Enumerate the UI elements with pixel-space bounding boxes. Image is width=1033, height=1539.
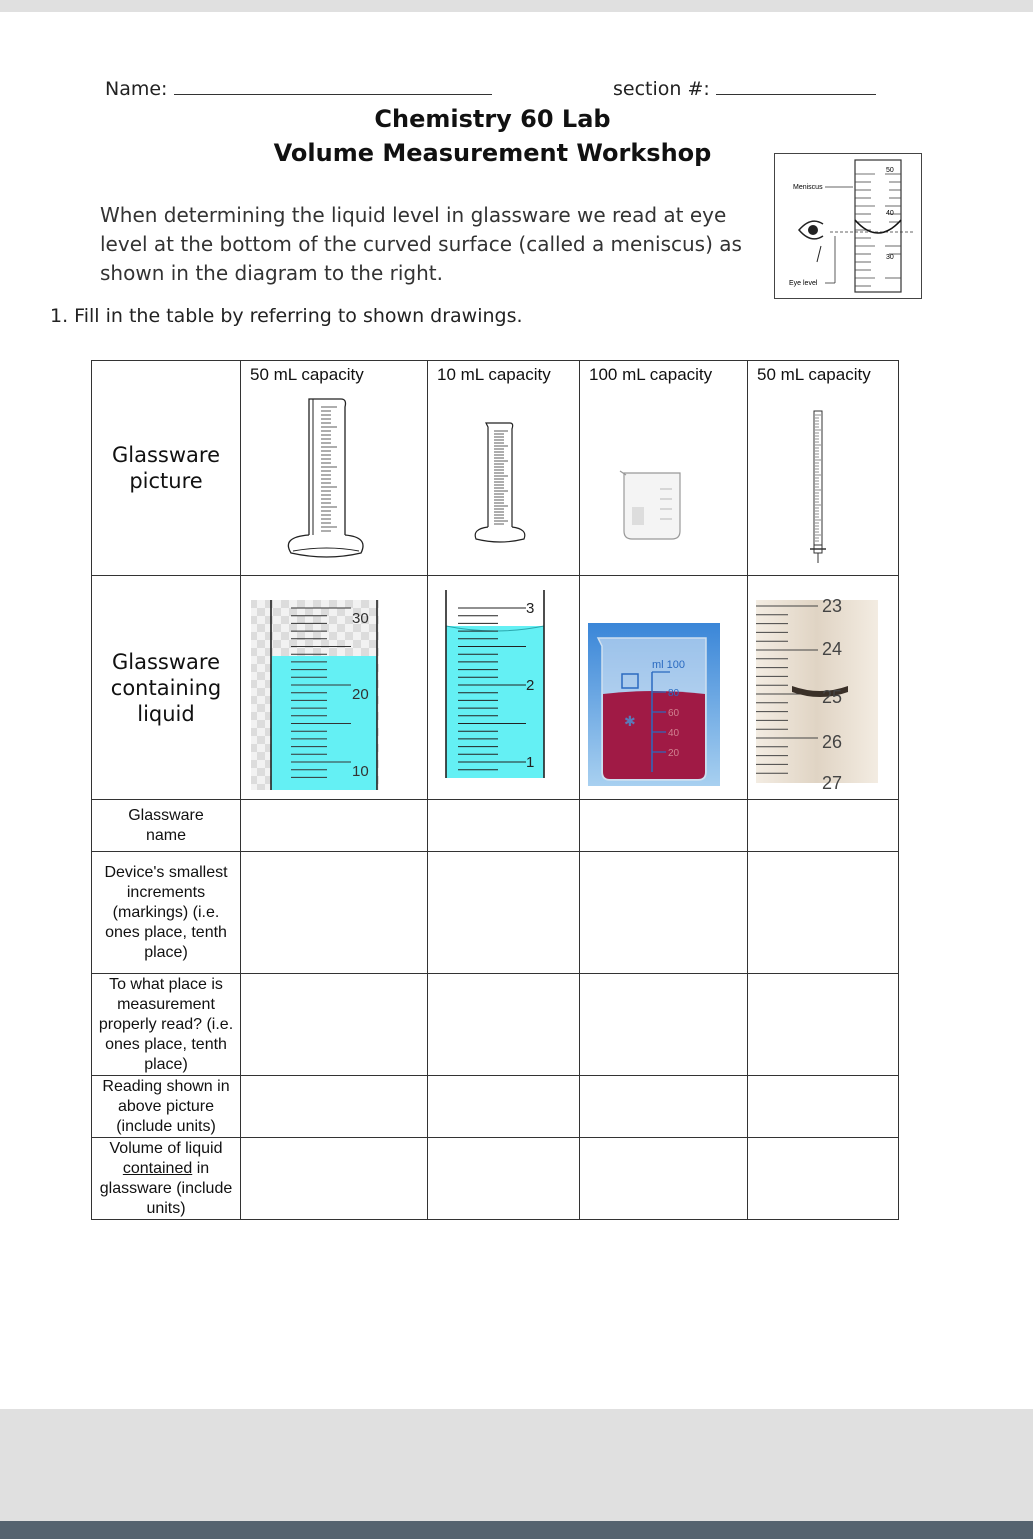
answer-cell[interactable] — [580, 1138, 748, 1220]
answer-cell[interactable] — [580, 974, 748, 1076]
answer-cell[interactable] — [748, 1138, 899, 1220]
answer-cell[interactable] — [241, 1076, 428, 1138]
burette-icon — [748, 385, 898, 565]
row-read-place — [92, 974, 899, 1076]
scale-label-30: 30 — [886, 254, 894, 261]
name-field[interactable] — [105, 76, 492, 100]
beaker-label-80: 80 — [668, 688, 680, 699]
capacity-label: 50 mL capacity — [757, 365, 871, 384]
row-label-name: Glassware name — [92, 800, 241, 852]
row-label-increments: Device's smallest increments (markings) (i.e. ones place, tenth place) — [92, 852, 241, 974]
burette-reading — [748, 576, 898, 795]
answer-cell[interactable] — [428, 852, 580, 974]
row-label-reading: Reading shown in above picture (include units) — [92, 1076, 241, 1138]
cell-picture-burette-50 — [748, 361, 899, 576]
scale-label-50: 50 — [886, 167, 894, 174]
answer-cell[interactable] — [241, 852, 428, 974]
answer-cell[interactable] — [748, 1076, 899, 1138]
title-line-2: Volume Measurement Workshop — [273, 139, 712, 167]
title-line-1: Chemistry 60 Lab — [374, 105, 611, 133]
name-blank[interactable] — [174, 76, 492, 95]
row-glassware-name — [92, 800, 899, 852]
cyl10-label-2: 2 — [526, 677, 535, 694]
cell-liquid-cylinder-10 — [428, 576, 580, 800]
beaker-icon — [580, 385, 747, 565]
scale-label-40: 40 — [886, 210, 894, 217]
cell-liquid-cylinder-50 — [241, 576, 428, 800]
burette-label-26: 26 — [822, 732, 843, 752]
answer-cell[interactable] — [428, 1076, 580, 1138]
cylinder-10-reading — [428, 576, 579, 795]
burette-label-23: 23 — [822, 596, 843, 616]
capacity-label: 100 mL capacity — [589, 365, 713, 384]
answer-cell[interactable] — [428, 1138, 580, 1220]
answer-cell[interactable] — [241, 800, 428, 852]
meniscus-diagram — [774, 153, 922, 299]
graduated-cylinder-10-icon — [428, 385, 579, 565]
row-smallest-increments — [92, 852, 899, 974]
cell-liquid-beaker — [580, 576, 748, 800]
cell-picture-beaker-100 — [580, 361, 748, 576]
beaker-label-20: 20 — [668, 748, 680, 759]
row-label-volume: Volume of liquid contained in glassware (include units) — [92, 1138, 241, 1220]
row-label-read-place: To what place is measurement properly read? (i.e. ones place, tenth place) — [92, 974, 241, 1076]
beaker-label-40: 40 — [668, 728, 680, 739]
answer-cell[interactable] — [748, 800, 899, 852]
cyl10-label-1: 1 — [526, 754, 535, 771]
cell-liquid-burette — [748, 576, 899, 800]
answer-cell[interactable] — [748, 852, 899, 974]
cyl50-label-10: 10 — [352, 763, 369, 780]
row-glassware-liquid — [92, 576, 899, 800]
answer-cell[interactable] — [748, 974, 899, 1076]
answer-cell[interactable] — [580, 852, 748, 974]
cell-picture-cylinder-50 — [241, 361, 428, 576]
answer-cell[interactable] — [580, 800, 748, 852]
cyl50-label-20: 20 — [352, 686, 369, 703]
beaker-reading — [580, 576, 747, 795]
cylinder-50-reading — [241, 576, 427, 795]
burette-label-25: 25 — [822, 687, 843, 707]
burette-label-24: 24 — [822, 639, 843, 659]
answer-cell[interactable] — [241, 1138, 428, 1220]
eye-level-label: Eye level — [789, 280, 818, 287]
burette-label-27: 27 — [822, 773, 843, 793]
meniscus-label: Meniscus — [793, 184, 823, 191]
capacity-label: 50 mL capacity — [250, 365, 364, 384]
answer-cell[interactable] — [428, 974, 580, 1076]
cyl50-label-30: 30 — [352, 610, 369, 627]
row-label-containing: Glassware containing liquid — [92, 576, 241, 800]
footer-area — [0, 1409, 1033, 1521]
section-field[interactable] — [613, 76, 876, 100]
name-label: Name: — [105, 78, 168, 100]
row-volume-contained — [92, 1138, 899, 1220]
worksheet-table — [91, 360, 899, 1220]
footer-bar — [0, 1521, 1033, 1539]
section-blank[interactable] — [716, 76, 876, 95]
svg-text:✱: ✱ — [624, 714, 636, 730]
answer-cell[interactable] — [580, 1076, 748, 1138]
graduated-cylinder-50-icon — [241, 385, 427, 565]
beaker-label-60: 60 — [668, 708, 680, 719]
cyl10-label-3: 3 — [526, 600, 535, 617]
row-reading-shown — [92, 1076, 899, 1138]
top-bar — [0, 0, 1033, 12]
row-glassware-picture — [92, 361, 899, 576]
answer-cell[interactable] — [428, 800, 580, 852]
capacity-label: 10 mL capacity — [437, 365, 551, 384]
cell-picture-cylinder-10 — [428, 361, 580, 576]
section-label: section #: — [613, 78, 710, 100]
row-label-picture: Glassware picture — [92, 361, 241, 576]
question-1: 1. Fill in the table by referring to shown drawings. — [50, 305, 523, 327]
intro-paragraph: When determining the liquid level in glassware we read at eye level at the bottom of the curved surface (called a meniscus) as shown in the diagram to the right. — [100, 203, 742, 285]
answer-cell[interactable] — [241, 974, 428, 1076]
beaker-label-100: ml 100 — [652, 659, 686, 671]
